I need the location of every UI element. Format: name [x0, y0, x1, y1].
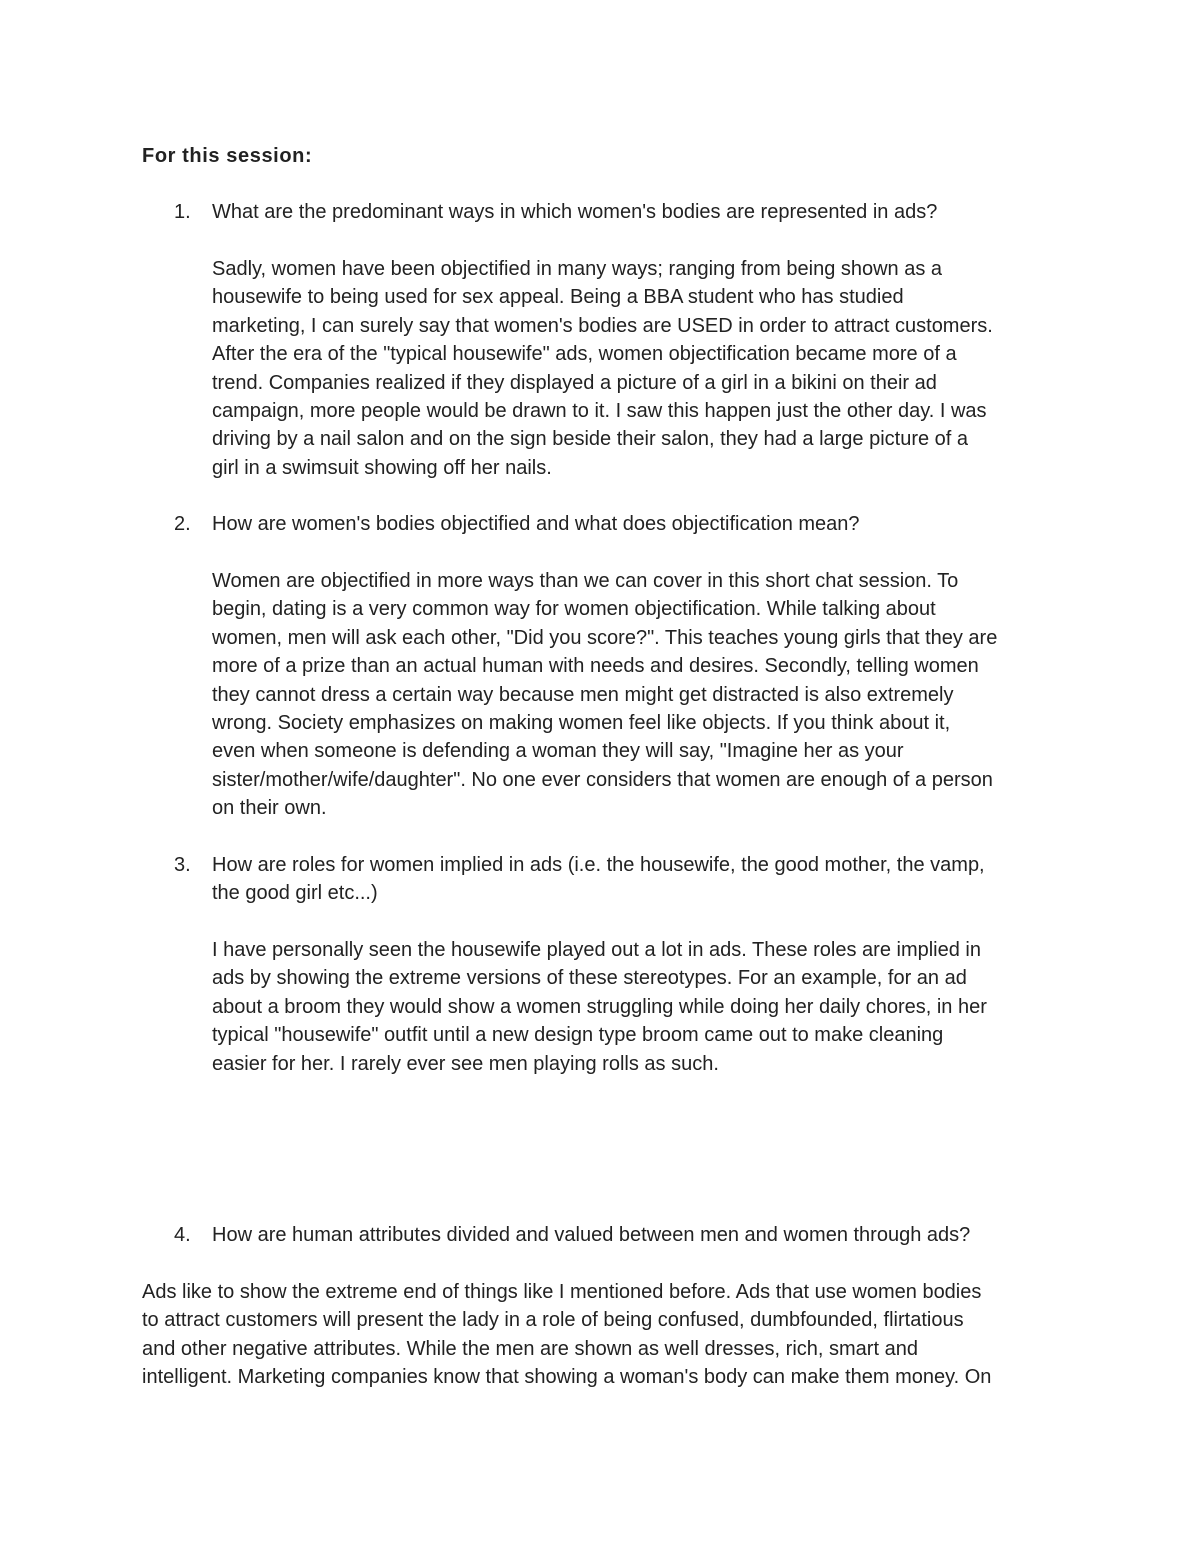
answer-line: wrong. Society emphasizes on making women feel like objects. If you think about it, [212, 712, 951, 735]
item-number: 1. [174, 201, 191, 223]
paragraph-line: intelligent. Marketing companies know that showing a woman's body can make them money. On [142, 1366, 992, 1389]
answer-line: trend. Companies realized if they displayed a picture of a girl in a bikini on their ad [212, 371, 937, 394]
answer-line: After the era of the "typical housewife" ads, women objectification became more of a [212, 343, 957, 366]
answer-line: easier for her. I rarely ever see men playing rolls as such. [212, 1052, 719, 1075]
answer-line: Sadly, women have been objectified in many ways; ranging from being shown as a [212, 258, 943, 280]
answer-line: women, men will ask each other, "Did you score?". This teaches young girls that they are [212, 626, 998, 649]
answer-line: housewife to being used for sex appeal. Being a BBA student who has studied [212, 286, 904, 309]
session-heading: For this session: [142, 145, 313, 167]
answer-line: I have personally seen the housewife played out a lot in ads. These roles are implied in [212, 939, 981, 961]
paragraph-line: to attract customers will present the lady in a role of being confused, dumbfounded, flirtatious [142, 1309, 964, 1332]
answer-line: even when someone is defending a woman they will say, "Imagine her as your [212, 740, 904, 763]
answer-line: girl in a swimsuit showing off her nails. [212, 456, 552, 479]
answer-line: about a broom they would show a women struggling while doing her daily chores, in her [212, 995, 987, 1018]
item-number: 4. [174, 1224, 191, 1246]
answer-line: driving by a nail salon and on the sign beside their salon, they had a large picture of a [212, 428, 969, 451]
item-number: 2. [174, 513, 191, 535]
answer-line: they cannot dress a certain way because men might get distracted is also extremely [212, 683, 954, 706]
answer-line: typical "housewife" outfit until a new design type broom came out to make cleaning [212, 1024, 944, 1047]
question-text: What are the predominant ways in which women's bodies are represented in ads? [212, 201, 938, 223]
question-line: How are roles for women implied in ads (i.e. the housewife, the good mother, the vamp, [212, 854, 985, 876]
answer-line: more of a prize than an actual human with needs and desires. Secondly, telling women [212, 655, 979, 678]
paragraph-line: Ads like to show the extreme end of things like I mentioned before. Ads that use women bodies [142, 1281, 982, 1303]
answer-text [212, 255, 1072, 482]
answer-line: campaign, more people would be drawn to it. I saw this happen just the other day. I was [212, 400, 987, 423]
answer-line: Women are objectified in more ways than we can cover in this short chat session. To [212, 570, 959, 592]
answer-text [212, 936, 1072, 1078]
answer-line: marketing, I can surely say that women's bodies are USED in order to attract customers. [212, 314, 993, 337]
question-text [212, 851, 1072, 908]
question-text: How are women's bodies objectified and what does objectification mean? [212, 513, 860, 535]
answer-line: begin, dating is a very common way for women objectification. While talking about [212, 598, 936, 621]
answer-text [212, 567, 1072, 823]
paragraph-line: and other negative attributes. While the men are shown as well dresses, rich, smart and [142, 1337, 918, 1360]
closing-paragraph [142, 1278, 1072, 1392]
question-line: the good girl etc...) [212, 882, 378, 905]
answer-line: on their own. [212, 797, 327, 820]
item-number: 3. [174, 854, 191, 876]
question-text: How are human attributes divided and valued between men and women through ads? [212, 1224, 971, 1246]
answer-line: ads by showing the extreme versions of these stereotypes. For an example, for an ad [212, 967, 967, 990]
answer-line: sister/mother/wife/daughter". No one ever considers that women are enough of a person [212, 768, 993, 791]
